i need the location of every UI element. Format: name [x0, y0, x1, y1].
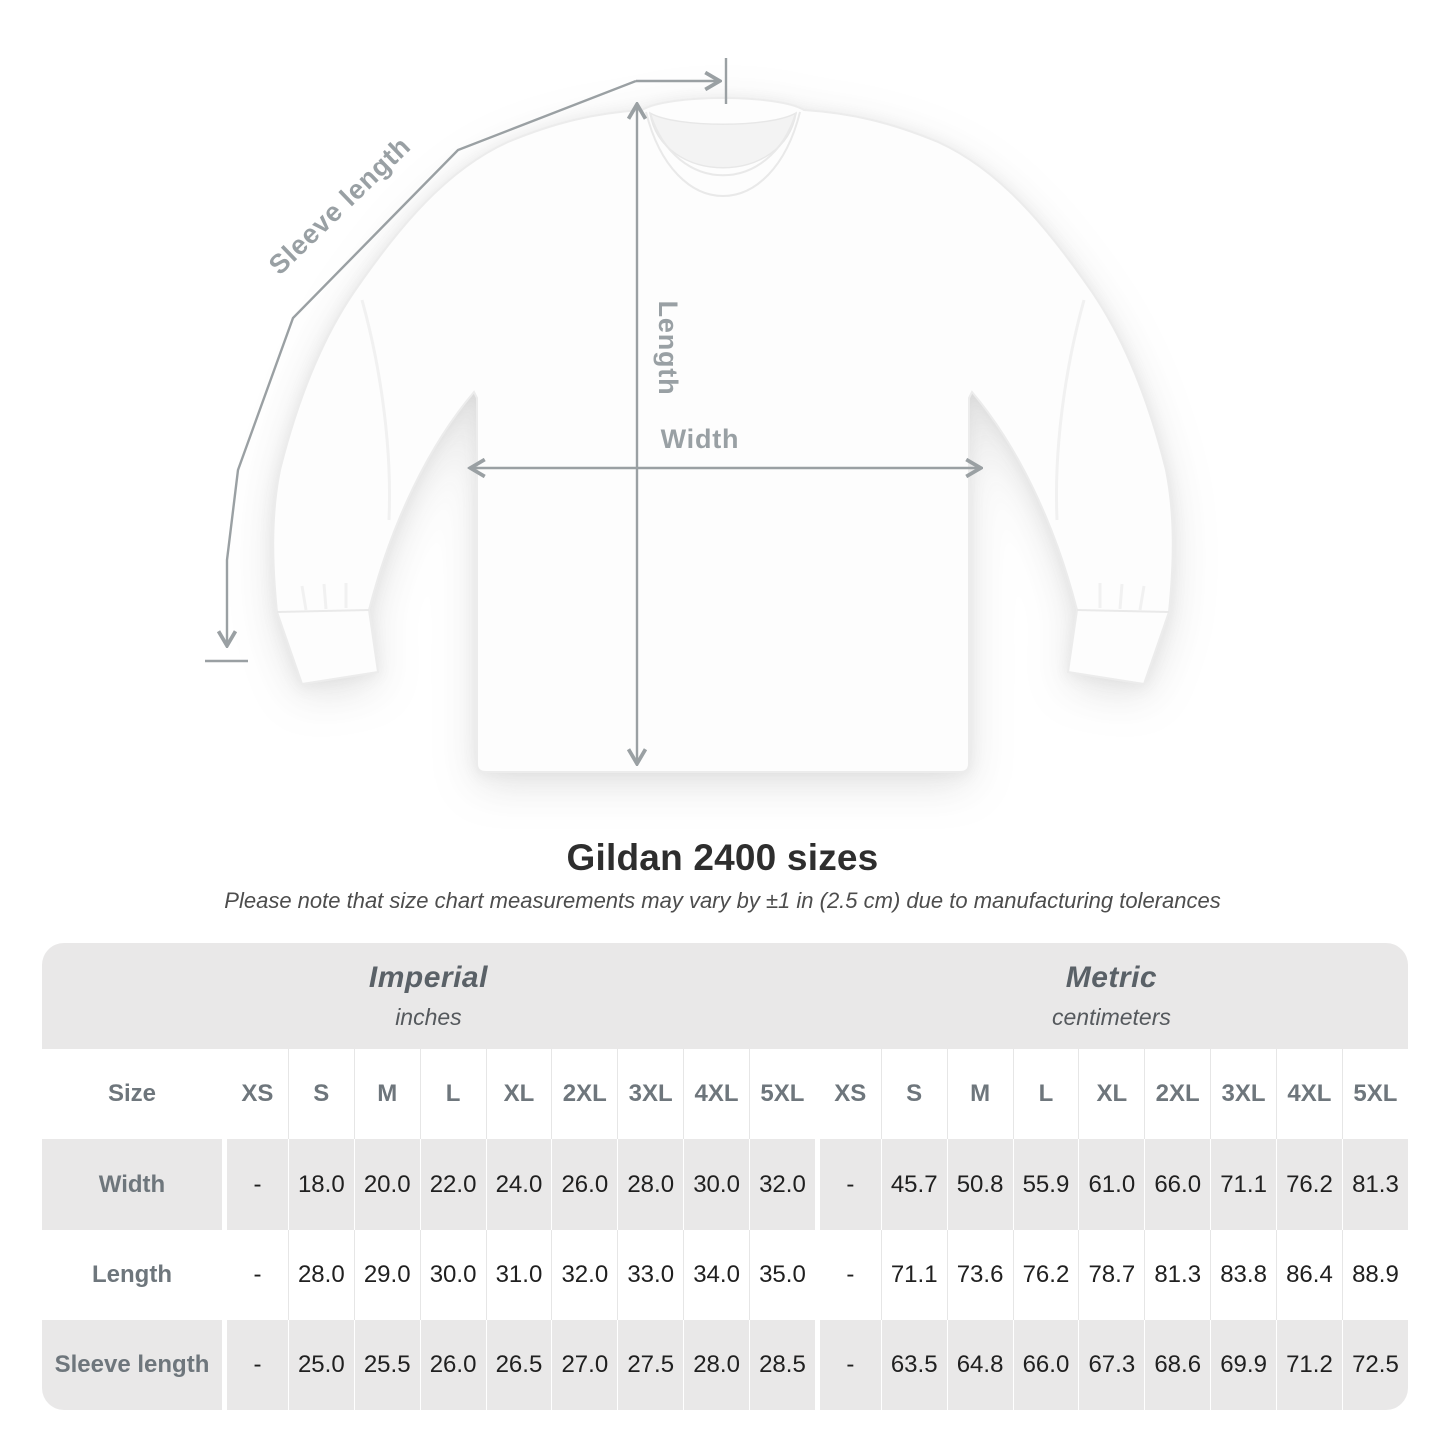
metric-size-header: XS: [815, 1049, 881, 1139]
length-value: 83.8: [1210, 1230, 1276, 1320]
sleeve-value: 25.5: [354, 1320, 420, 1410]
imperial-size-header: XS: [222, 1049, 288, 1139]
sleeve-value: 64.8: [947, 1320, 1013, 1410]
length-row: [42, 1230, 1408, 1320]
sleeve-value: 28.0: [683, 1320, 749, 1410]
metric-header-cell: [815, 943, 1408, 1049]
size-chart-table: [42, 943, 1408, 1410]
metric-size-header: L: [1013, 1049, 1079, 1139]
sleeve-value: 27.0: [551, 1320, 617, 1410]
sleeve-length-row: [42, 1320, 1408, 1410]
length-value: 86.4: [1276, 1230, 1342, 1320]
length-value: 31.0: [486, 1230, 552, 1320]
metric-size-header: XL: [1078, 1049, 1144, 1139]
width-value: 26.0: [551, 1139, 617, 1229]
sleeve-value: -: [815, 1320, 881, 1410]
sleeve-value: 27.5: [617, 1320, 683, 1410]
imperial-size-header: XL: [486, 1049, 552, 1139]
length-value: -: [815, 1230, 881, 1320]
sleeve-value: 68.6: [1144, 1320, 1210, 1410]
imperial-size-header: 3XL: [617, 1049, 683, 1139]
metric-unit: centimeters: [1052, 1004, 1171, 1031]
metric-size-header: 3XL: [1210, 1049, 1276, 1139]
width-row: [42, 1139, 1408, 1229]
width-value: 55.9: [1013, 1139, 1079, 1229]
width-value: 71.1: [1210, 1139, 1276, 1229]
imperial-size-header: L: [420, 1049, 486, 1139]
row-label: Length: [42, 1230, 222, 1320]
sleeve-value: 26.0: [420, 1320, 486, 1410]
sleeve-value: -: [222, 1320, 288, 1410]
width-value: 22.0: [420, 1139, 486, 1229]
imperial-header-cell: [42, 943, 815, 1049]
unit-header-row: [42, 943, 1408, 1049]
width-value: 18.0: [288, 1139, 354, 1229]
sleeve-value: 72.5: [1342, 1320, 1408, 1410]
sleeve-value: 67.3: [1078, 1320, 1144, 1410]
sleeve-length-label: Sleeve length: [262, 130, 417, 281]
metric-size-header: 5XL: [1342, 1049, 1408, 1139]
metric-size-header: 4XL: [1276, 1049, 1342, 1139]
imperial-size-header: 2XL: [551, 1049, 617, 1139]
width-value: 76.2: [1276, 1139, 1342, 1229]
length-value: 73.6: [947, 1230, 1013, 1320]
length-value: 35.0: [749, 1230, 815, 1320]
width-value: 50.8: [947, 1139, 1013, 1229]
width-value: 61.0: [1078, 1139, 1144, 1229]
width-label: Width: [660, 424, 740, 454]
length-value: 29.0: [354, 1230, 420, 1320]
imperial-label: Imperial: [368, 961, 488, 995]
page-title: Gildan 2400 sizes: [566, 837, 879, 878]
sleeve-value: 28.5: [749, 1320, 815, 1410]
length-value: 32.0: [551, 1230, 617, 1320]
length-value: 76.2: [1013, 1230, 1079, 1320]
length-value: 33.0: [617, 1230, 683, 1320]
width-value: 20.0: [354, 1139, 420, 1229]
heading: [0, 836, 1445, 914]
length-value: 78.7: [1078, 1230, 1144, 1320]
size-chart: [42, 943, 1408, 1410]
length-value: 30.0: [420, 1230, 486, 1320]
width-value: 30.0: [683, 1139, 749, 1229]
sleeve-value: 71.2: [1276, 1320, 1342, 1410]
length-value: 34.0: [683, 1230, 749, 1320]
size-column-header: Size: [42, 1049, 222, 1139]
width-value: 28.0: [617, 1139, 683, 1229]
width-value: 24.0: [486, 1139, 552, 1229]
width-value: 81.3: [1342, 1139, 1408, 1229]
width-value: 32.0: [749, 1139, 815, 1229]
sleeve-value: 26.5: [486, 1320, 552, 1410]
length-value: 81.3: [1144, 1230, 1210, 1320]
page-subtitle: Please note that size chart measurements may vary by ±1 in (2.5 cm) due to manufacturing tolerances: [224, 888, 1221, 913]
imperial-size-header: S: [288, 1049, 354, 1139]
sleeve-value: 25.0: [288, 1320, 354, 1410]
length-label: Length: [653, 300, 683, 396]
imperial-size-header: 5XL: [749, 1049, 815, 1139]
width-value: -: [222, 1139, 288, 1229]
length-value: -: [222, 1230, 288, 1320]
imperial-size-header: M: [354, 1049, 420, 1139]
metric-size-header: M: [947, 1049, 1013, 1139]
size-header-row: [42, 1049, 1408, 1139]
width-value: -: [815, 1139, 881, 1229]
row-label: Sleeve length: [42, 1320, 222, 1410]
sleeve-value: 63.5: [881, 1320, 947, 1410]
length-value: 28.0: [288, 1230, 354, 1320]
imperial-unit: inches: [395, 1004, 462, 1031]
metric-label: Metric: [1065, 961, 1158, 995]
row-label: Width: [42, 1139, 222, 1229]
width-value: 45.7: [881, 1139, 947, 1229]
length-value: 88.9: [1342, 1230, 1408, 1320]
sleeve-value: 66.0: [1013, 1320, 1079, 1410]
length-value: 71.1: [881, 1230, 947, 1320]
metric-size-header: 2XL: [1144, 1049, 1210, 1139]
imperial-size-header: 4XL: [683, 1049, 749, 1139]
width-value: 66.0: [1144, 1139, 1210, 1229]
sleeve-value: 69.9: [1210, 1320, 1276, 1410]
metric-size-header: S: [881, 1049, 947, 1139]
